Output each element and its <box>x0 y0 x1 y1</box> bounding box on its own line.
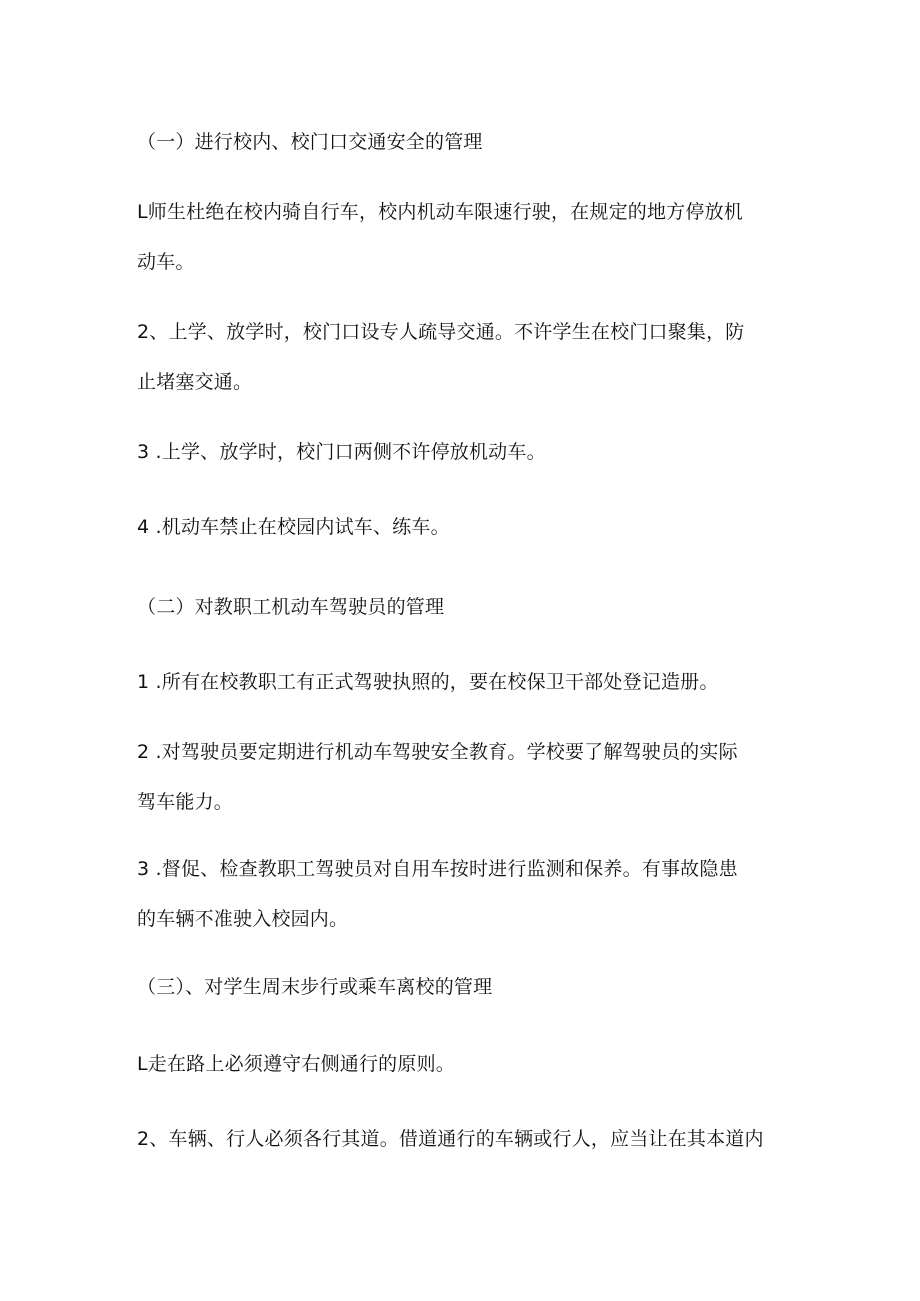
paragraph-line: 3 .上学、放学时，校门口两侧不许停放机动车。 <box>137 441 546 463</box>
paragraph-line: 止堵塞交通。 <box>137 371 253 393</box>
paragraph-line: L走在路上必须遵守右侧通行的原则。 <box>137 1053 455 1075</box>
paragraph-line: L师生杜绝在校内骑自行车，校内机动车限速行驶，在规定的地方停放机 <box>137 201 743 223</box>
section-heading-2: （二）对教职工机动车驾驶员的管理 <box>137 596 445 618</box>
paragraph-line: 4 .机动车禁止在校园内试车、练车。 <box>137 516 450 538</box>
paragraph-line: 1 .所有在校教职工有正式驾驶执照的，要在校保卫干部处登记造册。 <box>137 671 719 693</box>
paragraph-line: 2、车辆、行人必须各行其道。借道通行的车辆或行人，应当让在其本道内 <box>137 1128 764 1150</box>
paragraph-line: 2、上学、放学时，校门口设专人疏导交通。不许学生在校门口聚集，防 <box>137 321 745 343</box>
paragraph-line: 2 .对驾驶员要定期进行机动车驾驶安全教育。学校要了解驾驶员的实际 <box>137 741 738 763</box>
paragraph-line: 动车。 <box>137 251 195 273</box>
section-heading-3: （三）、对学生周末步行或乘车离校的管理 <box>137 976 493 998</box>
paragraph-line: 3 .督促、检查教职工驾驶员对自用车按时进行监测和保养。有事故隐患 <box>137 858 738 880</box>
section-heading-1: （一）进行校内、校门口交通安全的管理 <box>137 131 483 153</box>
paragraph-line: 的车辆不准驶入校园内。 <box>137 908 349 930</box>
paragraph-line: 驾车能力。 <box>137 791 234 813</box>
